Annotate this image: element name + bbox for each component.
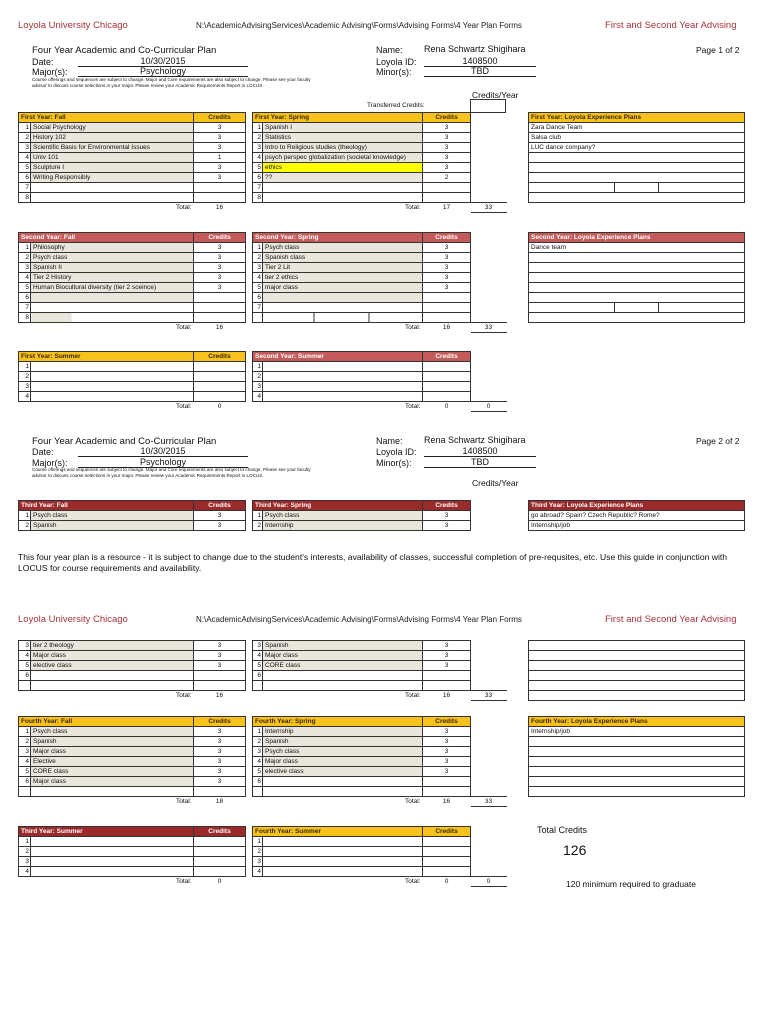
total-label: Total: [263, 402, 423, 412]
table-row: 8 [19, 193, 246, 203]
credits-header: Credits [194, 233, 246, 243]
total-credits-value: 126 [563, 842, 587, 858]
fourth-year-fall-table [18, 716, 246, 806]
table-row: 1 Psych class 3 [253, 243, 507, 253]
credits-header: Credits [423, 113, 471, 123]
year-total: 0 [471, 877, 507, 887]
table-row: 6 ?? 2 [253, 173, 507, 183]
table-row: 5 major class 3 [253, 283, 507, 293]
table-row: 4 Univ 101 1 [19, 153, 246, 163]
table-row: 5 CORE class 3 [253, 661, 507, 671]
table-row: 4 [253, 867, 507, 877]
table-row: 1 Social Psychology 3 [19, 123, 246, 133]
second-year-fall-table [18, 232, 246, 332]
credits-year-label: Credits/Year [472, 90, 519, 100]
table-row: 6 Writing Responsibly 3 [19, 173, 246, 183]
list-item [529, 681, 745, 691]
year-total: 0 [471, 402, 507, 412]
credits-header: Credits [194, 113, 246, 123]
total-label: Total: [31, 323, 194, 333]
page-number-2: Page 2 of 2 [696, 436, 740, 446]
section-title: Third Year: Fall [19, 501, 194, 511]
fourth-year-spring-table [252, 716, 507, 807]
table-row: 3 Scientific Basis for Environmental Issues 3 [19, 143, 246, 153]
list-item [529, 767, 745, 777]
total-value: 0 [423, 402, 471, 412]
transferred-credits-label: Transferred Credits: [367, 102, 425, 109]
date-value: 10/30/2015 [78, 56, 248, 67]
total-value: 0 [194, 402, 246, 412]
table-row: 2 Internship 3 [253, 521, 471, 531]
table-row: 1 Philosophy 3 [19, 243, 246, 253]
table-row: 3 [19, 857, 246, 867]
first-year-experience-table [528, 112, 745, 203]
table-row: 2 Spanish 3 [19, 737, 246, 747]
list-item [529, 651, 745, 661]
list-item: go abroad? Spain? Czech Republic? Rome? [529, 511, 745, 521]
section-title: Fourth Year: Summer [253, 827, 423, 837]
list-item [529, 777, 745, 787]
table-row: 1 [19, 362, 246, 372]
min-credits-note: 120 minimum required to graduate [566, 879, 696, 889]
list-item [529, 163, 745, 173]
minor-value: TBD [424, 66, 536, 77]
third-year-fall-continued-table [18, 640, 246, 700]
list-item [529, 757, 745, 767]
table-row: 3 Intro to Religious studies (theology) 3 [253, 143, 507, 153]
total-label: Total: [31, 797, 194, 807]
note-line-2b: advisor to discuss course selections in your major. Please review your Academic Requirements Report in LOCUS. [32, 473, 264, 478]
table-row: 8 [19, 313, 246, 323]
table-row: 5 elective class 3 [19, 661, 246, 671]
table-row: 7 [19, 303, 246, 313]
table-row: 2 [253, 847, 507, 857]
second-year-summer-table [252, 351, 507, 412]
first-year-spring-table [252, 112, 507, 213]
table-row: 1 Psych class 3 [19, 511, 246, 521]
list-item [529, 293, 745, 303]
first-year-fall-table [18, 112, 246, 212]
table-row: 1 Psych class 3 [253, 511, 471, 521]
table-row: 8 [253, 193, 507, 203]
date-label: Date: [32, 57, 54, 67]
table-row: 2 [19, 372, 246, 382]
table-row: 4 Major class 3 [253, 651, 507, 661]
list-item [529, 303, 745, 313]
list-item [529, 787, 745, 797]
total-value: 16 [423, 323, 471, 333]
section-title: First Year: Summer [19, 352, 194, 362]
list-item [529, 737, 745, 747]
table-row: 3 Psych class 3 [253, 747, 507, 757]
list-item [529, 747, 745, 757]
table-row: 3 Major class 3 [19, 747, 246, 757]
minor-label-2: Minor(s): [376, 458, 412, 468]
table-row: 1 [253, 362, 507, 372]
list-item: Zara Dance Team [529, 123, 745, 133]
list-item [529, 313, 745, 323]
table-row: 3 Spanish II 3 [19, 263, 246, 273]
credits-header: Credits [423, 501, 471, 511]
section-title: Third Year: Spring [253, 501, 423, 511]
table-row: 5 CORE class 3 [19, 767, 246, 777]
form-name: First and Second Year Advising [605, 20, 737, 31]
total-label: Total: [263, 323, 423, 333]
third-year-experience-table [528, 500, 745, 531]
minor-value-2: TBD [424, 457, 536, 468]
third-year-summer-table [18, 826, 246, 886]
table-row: 1 [253, 837, 507, 847]
table-row: 1 Internship 3 [253, 727, 507, 737]
list-item [529, 153, 745, 163]
list-item [529, 661, 745, 671]
name-label-2: Name: [376, 436, 403, 446]
table-row: 6 [253, 777, 507, 787]
fourth-year-experience-table [528, 716, 745, 797]
list-item [529, 671, 745, 681]
date-value-2: 10/30/2015 [78, 446, 248, 457]
date-label-2: Date: [32, 447, 54, 457]
table-row: 2 Spanish 3 [253, 737, 507, 747]
transferred-credits-box[interactable] [470, 99, 506, 113]
total-value: 16 [194, 691, 246, 701]
table-row: 1 [19, 837, 246, 847]
id-label: Loyola ID: [376, 57, 417, 67]
credits-header: Credits [423, 827, 471, 837]
list-item [529, 193, 745, 203]
year-total: 33 [471, 691, 507, 701]
table-row: 2 [19, 847, 246, 857]
file-path-2: N:\AcademicAdvisingServices\Academic Advising\Forms\Advising Forms\4 Year Plan Forms [196, 615, 522, 624]
id-value-2: 1408500 [424, 446, 536, 457]
total-label: Total: [31, 203, 194, 213]
total-label: Total: [31, 691, 194, 701]
list-item: Dance team [529, 243, 745, 253]
table-row: 7 [253, 183, 507, 193]
table-row: 2 Spanish 3 [19, 521, 246, 531]
section-title: Fourth Year: Loyola Experience Plans [529, 717, 745, 727]
university-name-2: Loyola University Chicago [18, 614, 128, 625]
table-row: 4 Major class 3 [19, 651, 246, 661]
list-item: Internship/job [529, 727, 745, 737]
table-row: 1 Psych class 3 [19, 727, 246, 737]
id-value: 1408500 [424, 56, 536, 67]
section-title: First Year: Spring [253, 113, 423, 123]
section-title: Second Year: Spring [253, 233, 423, 243]
credits-header: Credits [194, 717, 246, 727]
list-item [529, 173, 745, 183]
table-row: 5 ethics 3 [253, 163, 507, 173]
third-year-experience-continued-table [528, 640, 745, 701]
table-row [253, 681, 507, 691]
table-row: 3 Spanish 3 [253, 641, 507, 651]
credits-header: Credits [423, 717, 471, 727]
credits-header: Credits [194, 352, 246, 362]
year-total: 33 [471, 323, 507, 333]
list-item [529, 183, 745, 193]
university-name: Loyola University Chicago [18, 20, 128, 31]
table-row [253, 313, 507, 323]
total-label: Total: [31, 402, 194, 412]
list-item [529, 273, 745, 283]
credits-header: Credits [194, 827, 246, 837]
total-label: Total: [263, 797, 423, 807]
total-value: 17 [423, 203, 471, 213]
credits-year-label-2: Credits/Year [472, 478, 519, 488]
credits-header: Credits [423, 352, 471, 362]
table-row: 4 [19, 867, 246, 877]
note-line-1: Course offerings and sequences are subject to change. Major and Core requirements are also subject to change. Please see your faculty [32, 77, 311, 82]
total-label: Total: [263, 691, 423, 701]
list-item [529, 641, 745, 651]
total-value: 18 [194, 797, 246, 807]
minor-label: Minor(s): [376, 67, 412, 77]
list-item: Salsa club [529, 133, 745, 143]
page-number-1: Page 1 of 2 [696, 45, 740, 55]
table-row: 6 [253, 671, 507, 681]
section-title: Second Year: Fall [19, 233, 194, 243]
note-line-2: advisor to discuss course selections in your major. Please review your Academic Requirements Report in LOCUS. [32, 83, 264, 88]
major-value: Psychology [78, 66, 248, 77]
list-item: Internship/job [529, 521, 745, 531]
table-row: 7 [253, 303, 507, 313]
section-title: Third Year: Loyola Experience Plans [529, 501, 745, 511]
year-total: 33 [471, 797, 507, 807]
section-title: Third Year: Summer [19, 827, 194, 837]
total-value: 16 [194, 323, 246, 333]
table-row: 1 Spanish I 3 [253, 123, 507, 133]
section-title: First Year: Loyola Experience Plans [529, 113, 745, 123]
table-row: 6 [253, 293, 507, 303]
major-label-2: Major(s): [32, 458, 68, 468]
third-year-fall-table [18, 500, 246, 531]
total-label: Total: [263, 877, 423, 887]
list-item [529, 283, 745, 293]
section-title: First Year: Fall [19, 113, 194, 123]
second-year-experience-table [528, 232, 745, 323]
major-label: Major(s): [32, 67, 68, 77]
table-row: 3 [253, 857, 507, 867]
table-row: 4 psych perspec globalization (societal knowledge) 3 [253, 153, 507, 163]
total-value: 16 [423, 797, 471, 807]
id-label-2: Loyola ID: [376, 447, 417, 457]
table-row: 2 Statistics 3 [253, 133, 507, 143]
first-year-summer-table [18, 351, 246, 411]
table-row: 2 [253, 372, 507, 382]
form-name-2: First and Second Year Advising [605, 614, 737, 625]
disclaimer-text: This four year plan is a resource - it is subject to change due to the student's interests, availability of classes, successful completion of pre-requsites, etc. Use this guide in conjunction with LOCUS for course requirements and availability. [18, 552, 728, 573]
section-title: Fourth Year: Spring [253, 717, 423, 727]
table-row: 7 [19, 183, 246, 193]
total-value: 0 [194, 877, 246, 887]
total-value: 16 [423, 691, 471, 701]
fourth-year-summer-table [252, 826, 507, 887]
table-row: 3 tier 2 theology 3 [19, 641, 246, 651]
section-title: Second Year: Loyola Experience Plans [529, 233, 745, 243]
table-row: 5 Sculpture I 3 [19, 163, 246, 173]
table-row: 3 [19, 382, 246, 392]
total-credits-label: Total Credits [537, 825, 588, 835]
list-item [529, 253, 745, 263]
section-title: Fourth Year: Fall [19, 717, 194, 727]
table-row: 3 [253, 382, 507, 392]
table-row: 5 elective class 3 [253, 767, 507, 777]
name-label: Name: [376, 45, 403, 55]
table-row: 4 tier 2 ethics 3 [253, 273, 507, 283]
table-row: 4 Tier 2 History 3 [19, 273, 246, 283]
third-year-spring-continued-table [252, 640, 507, 701]
table-row: 2 Psych class 3 [19, 253, 246, 263]
list-item: LUC dance company? [529, 143, 745, 153]
table-row [19, 787, 246, 797]
table-row: 3 Tier 2 Lit 3 [253, 263, 507, 273]
major-value-2: Psychology [78, 457, 248, 468]
table-row: 2 History 102 3 [19, 133, 246, 143]
list-item [529, 691, 745, 701]
table-row: 4 [19, 392, 246, 402]
plan-title-2: Four Year Academic and Co-Curricular Plan [32, 436, 217, 447]
total-label: Total: [31, 877, 194, 887]
year-total: 33 [471, 203, 507, 213]
list-item [529, 263, 745, 273]
table-row: 4 [253, 392, 507, 402]
plan-title: Four Year Academic and Co-Curricular Plan [32, 45, 217, 56]
table-row: 6 [19, 671, 246, 681]
note-line-1b: Course offerings and sequences are subject to change. Major and Core requirements are also subject to change. Please see your faculty [32, 467, 311, 472]
section-title: Second Year: Summer [253, 352, 423, 362]
table-row: 6 Major class 3 [19, 777, 246, 787]
name-value-2: Rena Schwartz Shigihara [424, 435, 526, 445]
name-value: Rena Schwartz Shigihara [424, 44, 526, 54]
total-value: 0 [423, 877, 471, 887]
table-row: 4 Elective 3 [19, 757, 246, 767]
table-row: 5 Human Biocultural diversity (tier 2 sceince) 3 [19, 283, 246, 293]
credits-header: Credits [423, 233, 471, 243]
total-label: Total: [263, 203, 423, 213]
table-row: 2 Spanish class 3 [253, 253, 507, 263]
table-row: 4 Major class 3 [253, 757, 507, 767]
file-path: N:\AcademicAdvisingServices\Academic Advising\Forms\Advising Forms\4 Year Plan Forms [196, 21, 522, 30]
second-year-spring-table [252, 232, 507, 333]
third-year-spring-table [252, 500, 471, 531]
total-value: 16 [194, 203, 246, 213]
credits-header: Credits [194, 501, 246, 511]
table-row [19, 681, 246, 691]
table-row [253, 787, 507, 797]
table-row: 6 [19, 293, 246, 303]
